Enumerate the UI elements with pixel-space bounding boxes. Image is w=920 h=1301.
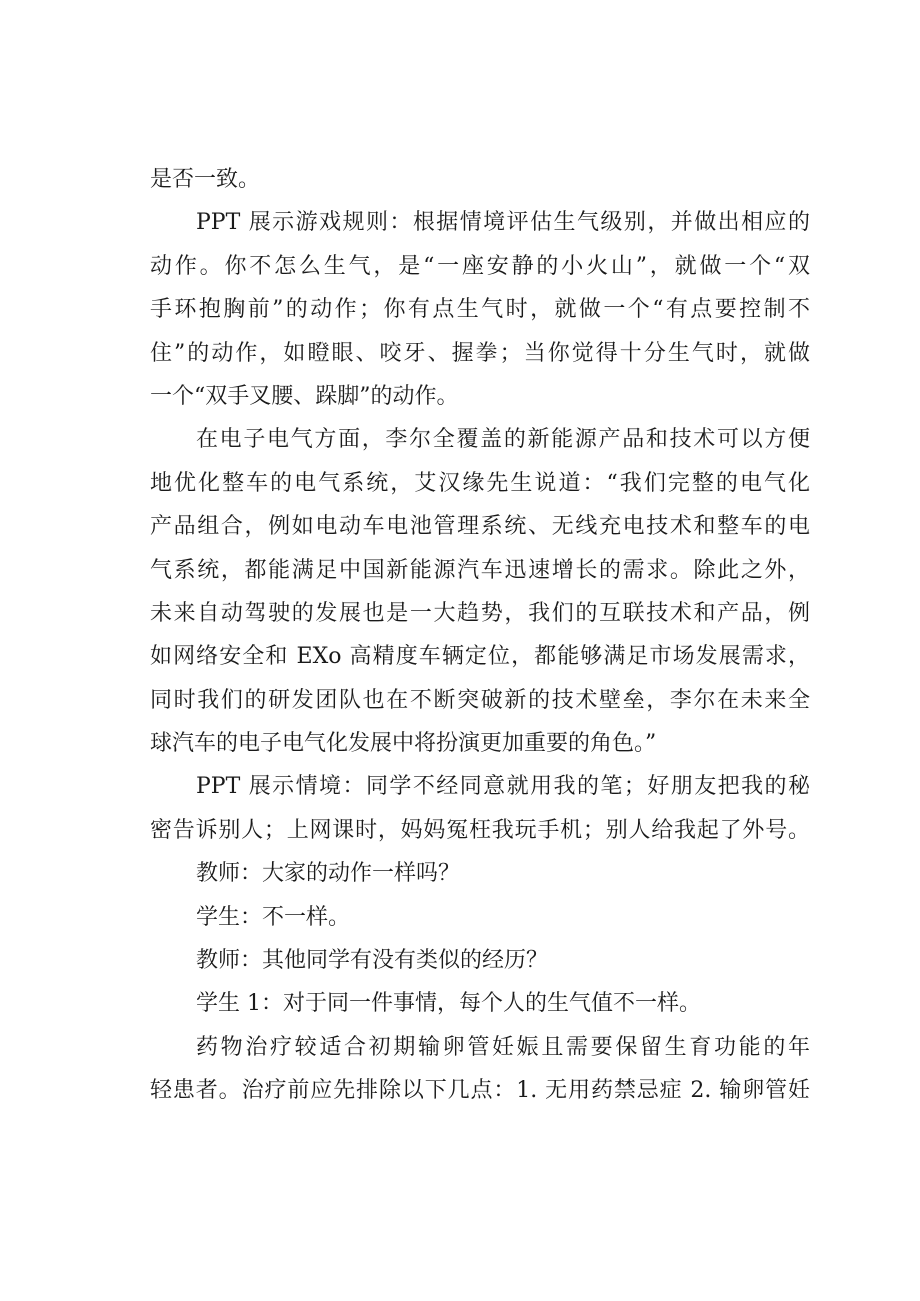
text-line: 住”的动作，如瞪眼、咬牙、握拳；当你觉得十分生气时，就做	[150, 340, 810, 366]
text-line: 密告诉别人；上网课时，妈妈冤枉我玩手机；别人给我起了外号。	[150, 817, 810, 843]
text-line: 学生 1：对于同一件事情，每个人的生气值不一样。	[196, 991, 701, 1017]
text-line: 同时我们的研发团队也在不断突破新的技术壁垒，李尔在未来全	[150, 687, 810, 713]
text-line: 是否一致。	[150, 167, 261, 192]
text-line: 地优化整车的电气系统，艾汉缘先生说道：“我们完整的电气化	[150, 470, 810, 496]
text-line: 一个“双手叉腰、跺脚”的动作。	[150, 383, 459, 409]
text-line: 教师：其他同学有没有类似的经历？	[196, 948, 549, 974]
text-line: 产品组合，例如电动车电池管理系统、无线充电技术和整车的电	[150, 514, 810, 540]
text-line: PPT 展示情境：同学不经同意就用我的笔；好朋友把我的秘	[196, 774, 810, 800]
text-line: 未来自动驾驶的发展也是一大趋势，我们的互联技术和产品，例	[150, 600, 810, 626]
text-line: 如网络安全和 EXo 高精度车辆定位，都能够满足市场发展需求，	[150, 644, 810, 670]
text-line: 学生：不一样。	[196, 904, 351, 930]
text-line: 动作。你不怎么生气，是“一座安静的小火山”，就做一个“双	[150, 253, 810, 279]
document-body	[150, 158, 810, 1113]
text-line: 教师：大家的动作一样吗？	[196, 861, 461, 887]
text-line: 药物治疗较适合初期输卵管妊娠且需要保留生育功能的年	[196, 1034, 810, 1060]
text-line: 气系统，都能满足中国新能源汽车迅速增长的需求。除此之外，	[150, 557, 810, 583]
text-line: 球汽车的电子电气化发展中将扮演更加重要的角色。”	[150, 731, 657, 757]
text-line: 在电子电气方面，李尔全覆盖的新能源产品和技术可以方便	[196, 427, 810, 453]
text-line: 手环抱胸前”的动作；你有点生气时，就做一个“有点要控制不	[150, 297, 810, 323]
text-line: PPT 展示游戏规则：根据情境评估生气级别，并做出相应的	[196, 210, 810, 236]
text-line: 轻患者。治疗前应先排除以下几点：1. 无用药禁忌症 2. 输卵管妊	[150, 1078, 810, 1104]
